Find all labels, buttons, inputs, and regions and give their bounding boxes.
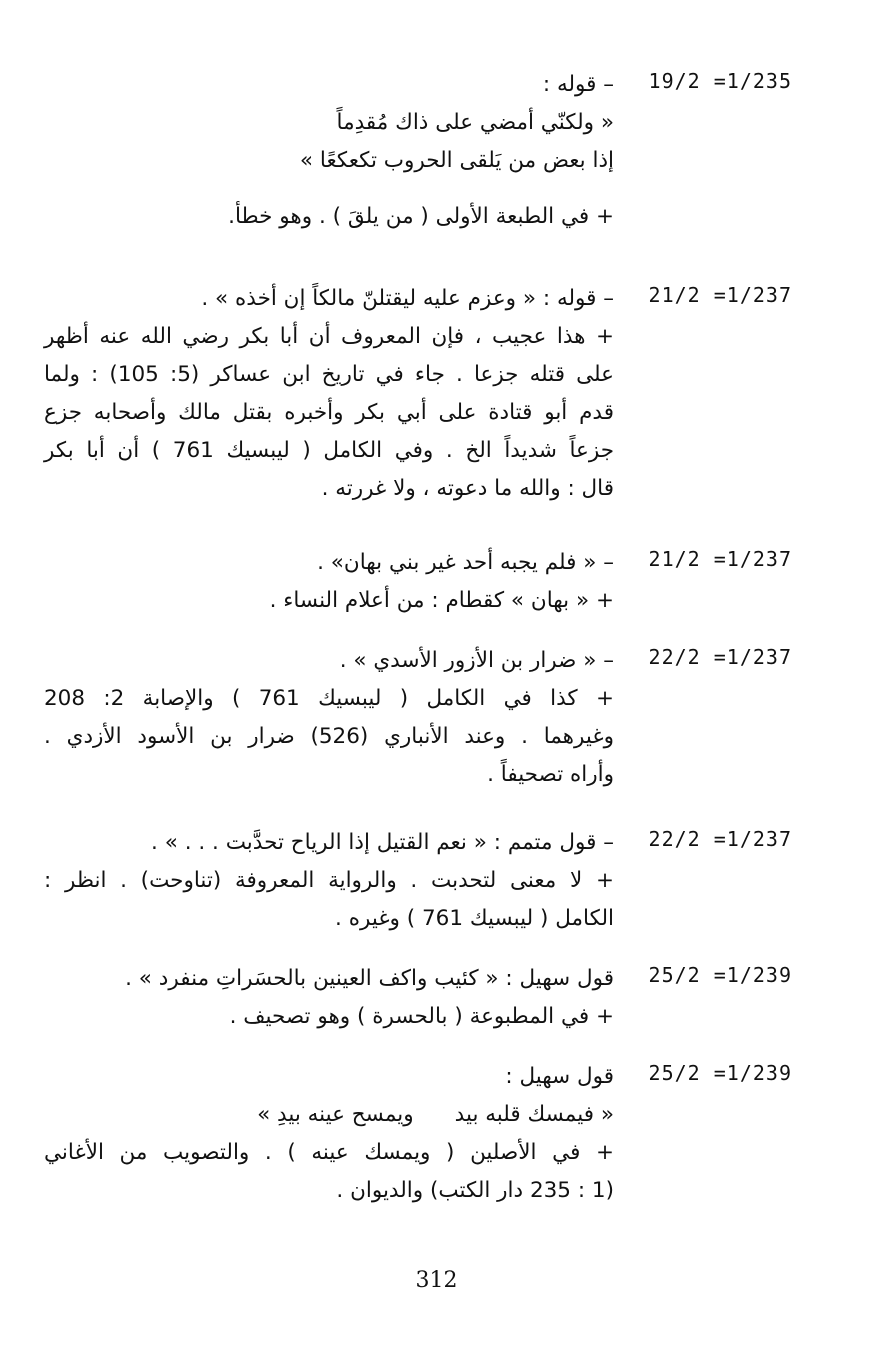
- entry-line: الكامل ( ليبسيك 761 ) وغيره .: [335, 906, 614, 931]
- entry-line: على قتله جزعا . جاء في تاريخ ابن عساكر (5: 105) : ولما: [44, 362, 615, 387]
- entry-line: وغيرهما . وعند الأنباري (526) ضرار بن الأسود الأزدي .: [44, 724, 614, 749]
- entry-line: – « فلم يجبه أحد غير بني بهان» .: [317, 550, 614, 575]
- entry-body: [44, 960, 614, 1036]
- entry-line: – قول متمم : « نعم القتيل إذا الرياح تحدَّبت . . . » .: [151, 830, 614, 855]
- entry-line: قول سهيل : « كئيب واكف العينين بالحسَراتِ منفرد » .: [125, 966, 614, 991]
- entry-body: [44, 66, 614, 236]
- entry-line: قدم أبو قتادة على أبي بكر وأخبره بقتل مالك وأصحابه جزع: [44, 400, 614, 425]
- entry-line: + في الطبعة الأولى ( من يلقَ ) . وهو خطأ.: [228, 204, 614, 229]
- entry-line: + في المطبوعة ( بالحسرة ) وهو تصحيف .: [229, 1004, 614, 1029]
- entry-body: [44, 544, 614, 620]
- entry-line: + هذا عجيب ، فإن المعروف أن أبا بكر رضي الله عنه أظهر: [44, 324, 614, 349]
- entry-body: [44, 824, 614, 938]
- verse-line: « ولكنّي أمضي على ذاك مُقدِماً: [336, 110, 614, 135]
- entry-line: – قوله :: [542, 72, 614, 97]
- entry-reference: 19/2 =1/235: [648, 69, 792, 93]
- page-number: 312: [415, 1268, 458, 1293]
- entry-reference: 22/2 =1/237: [648, 827, 792, 851]
- entry-body: [44, 1058, 614, 1210]
- entry-body: [44, 642, 614, 794]
- entry-line: قال : والله ما دعوته ، ولا غررته .: [321, 476, 614, 501]
- entry-line: (1 : 235 دار الكتب) والديوان .: [336, 1178, 614, 1203]
- entry-body: [44, 280, 614, 508]
- verse-line: إذا بعض من يَلقى الحروب تكعكعًا »: [299, 148, 614, 173]
- entry-reference: 25/2 =1/239: [648, 1061, 792, 1085]
- entry-line: قول سهيل :: [505, 1064, 614, 1089]
- verse-line: « فيمسك قلبه بيد ويمسح عينه بيدِ »: [257, 1102, 614, 1127]
- entry-line: جزعاً شديداً الخ . وفي الكامل ( ليبسيك 761 ) أن أبا بكر: [44, 438, 615, 463]
- entry-line: + في الأصلين ( ويمسك عينه ) . والتصويب من الأغاني: [44, 1140, 614, 1165]
- entry-line: + لا معنى لتحدبت . والرواية المعروفة (تناوحت) . انظر :: [44, 868, 614, 893]
- entry-reference: 21/2 =1/237: [648, 283, 792, 307]
- entry-line: – قوله : « وعزم عليه ليقتلنّ مالكاً إن أخذه » .: [201, 286, 614, 311]
- entry-line: + « بهان » كقطام : من أعلام النساء .: [269, 588, 614, 613]
- entry-line: وأراه تصحيفاً .: [487, 762, 614, 787]
- entry-reference: 21/2 =1/237: [648, 547, 792, 571]
- entry-line: + كذا في الكامل ( ليبسيك 761 ) والإصابة 2: 208: [44, 686, 614, 711]
- entry-line: – « ضرار بن الأزور الأسدي » .: [339, 648, 614, 673]
- entry-reference: 25/2 =1/239: [648, 963, 792, 987]
- entry-reference: 22/2 =1/237: [648, 645, 792, 669]
